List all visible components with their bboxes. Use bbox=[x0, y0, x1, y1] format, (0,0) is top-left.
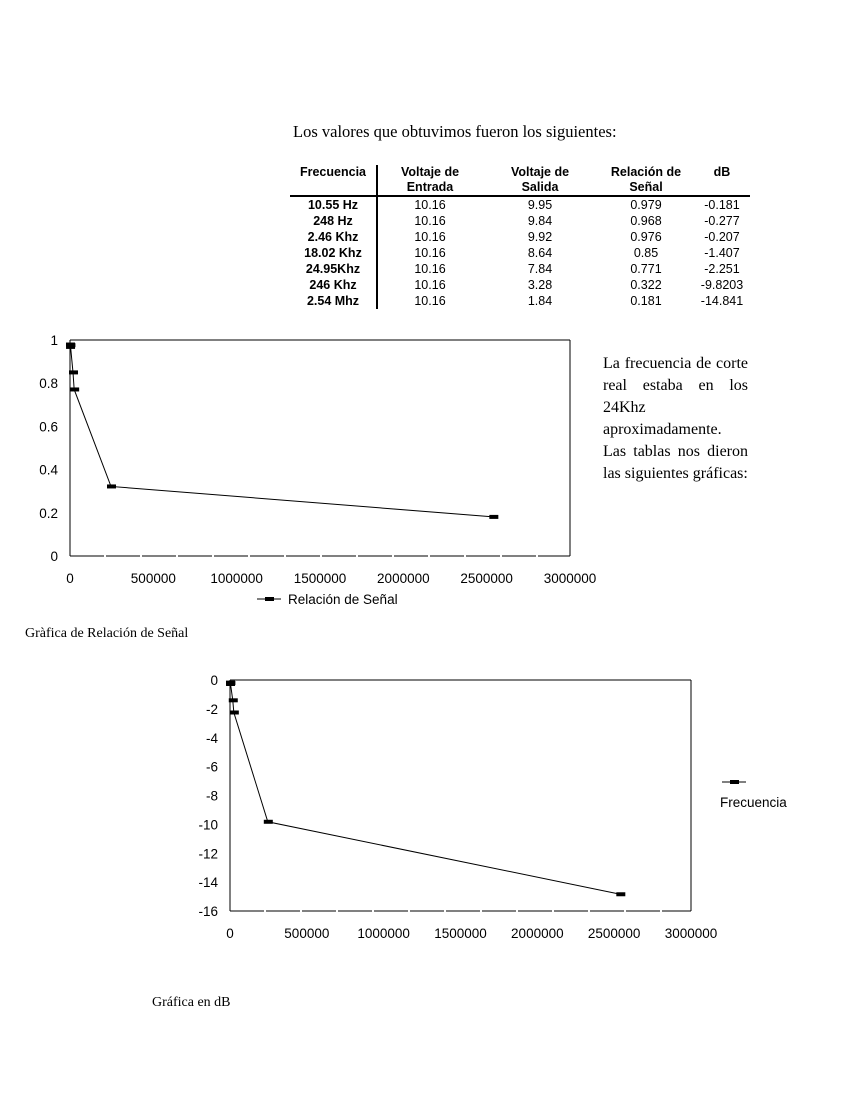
x-tick-label: 1500000 bbox=[434, 926, 487, 941]
y-tick-label: -14 bbox=[198, 875, 218, 891]
table-header-cell: Frecuencia bbox=[290, 165, 377, 196]
table-cell: 9.92 bbox=[527, 230, 553, 244]
table-cell: -0.181 bbox=[704, 198, 740, 212]
table-header-cell: Voltaje de Salida bbox=[482, 165, 598, 196]
table-cell: 9.84 bbox=[527, 214, 553, 228]
y-tick-label: -12 bbox=[198, 846, 218, 862]
x-tick-label: 0 bbox=[226, 926, 234, 941]
table-cell: 0.976 bbox=[630, 230, 662, 244]
y-tick-label: -10 bbox=[198, 817, 218, 833]
x-tick-label: 1500000 bbox=[293, 571, 347, 586]
y-tick-label: 1 bbox=[50, 333, 58, 348]
table-cell: 0.979 bbox=[630, 198, 662, 212]
table-cell: 9.95 bbox=[527, 198, 553, 212]
y-tick-label: 0.8 bbox=[39, 376, 58, 392]
x-tick-label: 2000000 bbox=[377, 571, 430, 586]
table-cell: 248 Hz bbox=[290, 213, 377, 229]
y-tick-label: 0.2 bbox=[39, 505, 58, 521]
table-cell: -9.8203 bbox=[700, 278, 744, 292]
table-cell: 0.322 bbox=[630, 278, 662, 292]
table-cell: 2.46 Khz bbox=[290, 229, 377, 245]
table-cell: 3.28 bbox=[527, 278, 553, 292]
data-point bbox=[229, 698, 238, 702]
table-cell: 2.54 Mhz bbox=[290, 293, 377, 309]
table-cell: 10.16 bbox=[414, 294, 446, 308]
table-cell: -0.207 bbox=[704, 230, 740, 244]
table-cell: 10.16 bbox=[414, 214, 446, 228]
table-cell: 10.55 Hz bbox=[290, 196, 377, 213]
y-tick-label: 0.4 bbox=[39, 462, 58, 478]
table-cell: 10.16 bbox=[414, 278, 446, 292]
table-cell: 246 Khz bbox=[290, 277, 377, 293]
table-cell: 0.968 bbox=[630, 214, 662, 228]
chart1-caption: Gràfica de Relación de Señal bbox=[25, 626, 189, 641]
table-cell: 0.771 bbox=[630, 262, 662, 276]
table-header-cell: dB bbox=[694, 165, 750, 196]
x-tick-label: 2500000 bbox=[460, 571, 513, 586]
x-tick-label: 0 bbox=[66, 571, 74, 586]
table-cell: 1.84 bbox=[527, 294, 553, 308]
x-tick-label: 3000000 bbox=[543, 571, 597, 586]
x-tick-label: 500000 bbox=[284, 926, 330, 941]
data-point bbox=[616, 892, 625, 896]
y-tick-label: -4 bbox=[205, 730, 218, 746]
x-tick-label: 500000 bbox=[130, 571, 176, 586]
table-cell: 10.16 bbox=[414, 262, 446, 276]
data-point bbox=[230, 710, 239, 714]
legend-marker bbox=[730, 780, 739, 784]
intro-text: Los valores que obtuvimos fueron los siguientes: bbox=[293, 122, 617, 141]
x-tick-label: 1000000 bbox=[210, 571, 263, 586]
y-tick-label: -8 bbox=[205, 788, 218, 804]
x-tick-label: 2500000 bbox=[587, 926, 641, 941]
table-cell: 24.95Khz bbox=[290, 261, 377, 277]
legend-label: Frecuencia bbox=[720, 795, 787, 810]
table-header-cell: Relación de Señal bbox=[598, 165, 694, 196]
table-cell: 7.84 bbox=[527, 262, 553, 276]
table-header-cell: Voltaje de Entrada bbox=[377, 165, 482, 196]
table-cell: 0.181 bbox=[630, 294, 662, 308]
table-cell: 0.85 bbox=[633, 246, 659, 260]
y-tick-label: -2 bbox=[205, 701, 218, 717]
data-point bbox=[226, 681, 235, 685]
table-cell: 18.02 Khz bbox=[290, 245, 377, 261]
legend-label: Relación de Señal bbox=[288, 592, 398, 607]
conclusion-paragraph: La frecuencia de corte real estaba en los 24Khz aproximadamente. Las tablas nos dieron las siguientes gráficas: bbox=[603, 355, 748, 482]
series-line bbox=[230, 683, 620, 895]
table-cell: -14.841 bbox=[700, 294, 744, 308]
y-tick-label: 0 bbox=[210, 673, 218, 688]
x-tick-label: 2000000 bbox=[511, 926, 564, 941]
x-tick-label: 3000000 bbox=[664, 926, 718, 941]
y-tick-label: 0 bbox=[50, 549, 58, 564]
x-tick-label: 1000000 bbox=[357, 926, 410, 941]
table-cell: -0.277 bbox=[704, 214, 740, 228]
table-cell: 8.64 bbox=[527, 246, 553, 260]
data-point bbox=[264, 820, 273, 824]
table-cell: -2.251 bbox=[704, 262, 740, 276]
y-tick-label: -6 bbox=[205, 759, 218, 775]
chart2-caption: Gráfica en dB bbox=[152, 995, 231, 1010]
table-cell: 10.16 bbox=[414, 230, 446, 244]
table-cell: 10.16 bbox=[414, 198, 446, 212]
y-tick-label: 0.6 bbox=[39, 419, 58, 435]
y-tick-label: -16 bbox=[198, 904, 218, 919]
table-cell: -1.407 bbox=[704, 246, 740, 260]
table-cell: 10.16 bbox=[414, 246, 446, 260]
